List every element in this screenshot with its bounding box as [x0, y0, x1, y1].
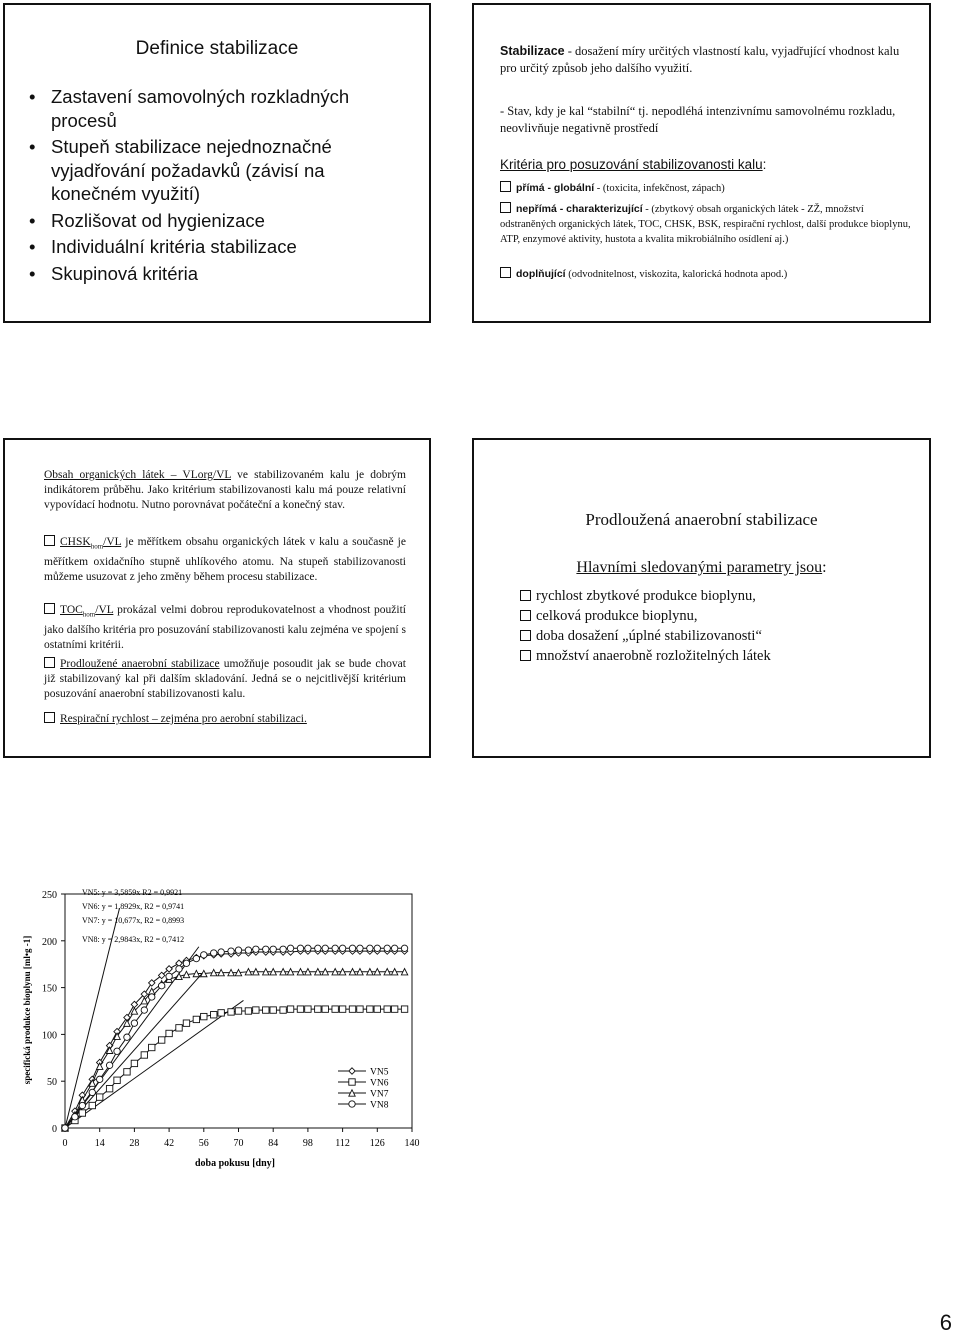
data-point-vn6 — [158, 1037, 164, 1043]
slide1-title: Definice stabilizace — [135, 38, 299, 59]
checkbox-icon — [500, 267, 511, 278]
data-point-vn8 — [253, 946, 259, 952]
data-point-vn8 — [339, 945, 345, 951]
slide-stabilizace-kriteria — [472, 3, 931, 323]
data-point-vn8 — [141, 1007, 147, 1013]
toc-label: TOC — [60, 604, 83, 616]
data-point-vn8 — [79, 1102, 85, 1108]
data-point-vn6 — [79, 1110, 85, 1116]
x-tick-label: 0 — [62, 1138, 68, 1149]
parameter-item — [520, 606, 771, 626]
data-point-vn8 — [106, 1062, 112, 1068]
x-tick-label: 140 — [404, 1138, 420, 1149]
slide1-bullet: • Zastavení samovolných rozkladných procesů — [27, 85, 387, 132]
definition-text: - dosažení míry určitých vlastností kalu, vyjadřující vhodnost kalu pro určitý způsob jeho dalšího využití. — [500, 44, 900, 75]
data-point-vn6 — [193, 1016, 199, 1022]
data-point-vn8 — [183, 960, 189, 966]
checkbox-icon — [44, 712, 55, 723]
slide1-bullet: • Rozlišovat od hygienizace — [27, 209, 387, 233]
data-point-vn8 — [332, 945, 338, 951]
slide4-subtitle-line — [474, 559, 929, 577]
data-point-vn8 — [176, 966, 182, 972]
data-point-vn6 — [367, 1006, 373, 1012]
data-point-vn8 — [89, 1089, 95, 1095]
parameter-label: celková produkce bioplynu, — [536, 608, 698, 624]
y-tick-label: 50 — [47, 1077, 57, 1089]
equation-label: VN7: y = 10,677x, R2 = 0,8993 — [82, 916, 185, 925]
data-point-vn8 — [228, 948, 234, 954]
paragraph-chsk — [44, 535, 406, 585]
data-point-vn8 — [211, 950, 217, 956]
data-point-vn6 — [124, 1069, 130, 1075]
data-point-vn6 — [114, 1077, 120, 1083]
checkbox-icon — [44, 603, 55, 614]
data-point-vn6 — [374, 1006, 380, 1012]
parameter-list — [520, 586, 771, 666]
data-point-vn6 — [228, 1009, 234, 1015]
chsk-term — [60, 536, 122, 551]
toc-vl: /VL — [95, 604, 114, 616]
y-axis-label: specifická produkce bioplynu [ml•g -1] — [22, 935, 32, 1085]
data-point-vn6 — [149, 1044, 155, 1050]
data-point-vn8 — [270, 946, 276, 952]
data-point-vn6 — [141, 1052, 147, 1058]
data-point-vn8 — [166, 973, 172, 979]
criteria-term: nepřímá - charakterizující — [516, 203, 643, 215]
data-point-vn6 — [305, 1006, 311, 1012]
parameter-item — [520, 586, 771, 606]
data-point-vn6 — [384, 1006, 390, 1012]
legend-label: VN8 — [370, 1100, 389, 1111]
criteria-heading: Kritéria pro posuzování stabilizovanosti kalu — [500, 157, 763, 172]
parameter-item — [520, 626, 771, 646]
slide1-bullet-list — [27, 85, 387, 288]
checkbox-icon — [520, 590, 531, 601]
x-tick-label: 98 — [302, 1138, 313, 1149]
biogas-chart — [0, 860, 440, 1180]
x-tick-label: 84 — [268, 1138, 279, 1149]
data-point-vn8 — [367, 945, 373, 951]
equation-label: VN5: y = 3,5859x R2 = 0,9921 — [82, 888, 183, 897]
chsk-subscript: hom — [90, 542, 104, 551]
slide1-bullet: • Skupinová kritéria — [27, 262, 387, 286]
y-ticks — [42, 890, 65, 1135]
data-point-vn6 — [97, 1094, 103, 1100]
stav-paragraph: - Stav, kdy je kal “stabilní“ tj. nepodléhá intenzivnímu samovolnému rozkladu, neovlivňuje negativně prostředí — [500, 104, 896, 135]
data-point-vn6 — [245, 1008, 251, 1014]
data-point-vn8 — [349, 945, 355, 951]
data-point-vn6 — [106, 1085, 112, 1091]
x-tick-label: 56 — [198, 1138, 209, 1149]
prodlouzena-term: Prodloužené anaerobní stabilizace — [60, 658, 220, 670]
data-point-vn6 — [357, 1006, 363, 1012]
legend-label: VN5 — [370, 1067, 389, 1078]
x-axis-label: doba pokusu [dny] — [194, 1158, 276, 1169]
slide-organicke-latky — [3, 438, 431, 758]
data-point-vn6 — [263, 1007, 269, 1013]
checkbox-icon — [44, 535, 55, 546]
toc-term — [60, 604, 114, 619]
data-point-vn6 — [183, 1020, 189, 1026]
legend-label: VN7 — [370, 1089, 389, 1100]
data-point-vn8 — [193, 955, 199, 961]
data-point-vn8 — [297, 945, 303, 951]
legend — [336, 1066, 394, 1114]
data-point-vn8 — [114, 1048, 120, 1054]
parameter-label: rychlost zbytkové produkce bioplynu, — [536, 588, 756, 604]
parameter-item — [520, 646, 771, 666]
x-tick-label: 28 — [129, 1138, 140, 1149]
data-point-vn8 — [305, 945, 311, 951]
data-point-vn8 — [287, 945, 293, 951]
x-tick-label: 14 — [94, 1138, 105, 1149]
checkbox-icon — [44, 657, 55, 668]
criteria-item-doplnujici — [500, 267, 911, 282]
slide-prodlouzena-stabilizace — [472, 438, 931, 758]
data-point-vn6 — [332, 1006, 338, 1012]
data-point-vn6 — [131, 1060, 137, 1066]
data-point-vn8 — [401, 945, 407, 951]
parameter-label: množství anaerobně rozložitelných látek — [536, 648, 771, 664]
x-tick-label: 70 — [233, 1138, 244, 1149]
y-tick-label: 150 — [42, 983, 57, 995]
criteria-term: doplňující — [516, 268, 566, 280]
data-point-vn6 — [297, 1006, 303, 1012]
page-number: 6 — [939, 1310, 952, 1335]
criteria-colon: : — [762, 157, 767, 172]
data-point-vn6 — [315, 1006, 321, 1012]
y-tick-label: 0 — [52, 1124, 57, 1135]
chsk-text: je měřítkem obsahu organických látek v kalu a současně je měřítkem oxidačního stupně uhlíkového atomu. Na stupeň stabilizovanosti můžeme usuzovat z jeho změny během procesu stabilizace. — [44, 536, 406, 583]
data-point-vn6 — [287, 1006, 293, 1012]
data-point-vn6 — [89, 1102, 95, 1108]
data-point-vn8 — [218, 949, 224, 955]
data-point-vn8 — [374, 945, 380, 951]
equations — [82, 888, 184, 944]
paragraph-toc — [44, 603, 406, 653]
criteria-item-prima — [500, 181, 911, 196]
checkbox-icon — [520, 650, 531, 661]
checkbox-icon — [520, 610, 531, 621]
data-point-vn8 — [315, 945, 321, 951]
data-point-vn8 — [280, 946, 286, 952]
data-point-vn8 — [124, 1034, 130, 1040]
data-point-vn8 — [322, 945, 328, 951]
equation-label: VN8: y = 2,9843x, R2 = 0,7412 — [82, 935, 185, 944]
data-point-vn8 — [131, 1020, 137, 1026]
data-point-vn8 — [384, 945, 390, 951]
data-point-vn6 — [166, 1030, 172, 1036]
parameter-label: doba dosažení „úplné stabilizovanosti“ — [536, 628, 762, 644]
data-point-vn6 — [176, 1025, 182, 1031]
x-tick-label: 112 — [335, 1138, 350, 1149]
slide4-title: Prodloužená anaerobní stabilizace — [585, 510, 818, 529]
y-tick-label: 100 — [42, 1030, 57, 1042]
legend-marker — [349, 1079, 355, 1085]
paragraph-vlorg — [44, 468, 406, 514]
chsk-label: CHSK — [60, 536, 91, 548]
criteria-heading-line — [500, 156, 911, 173]
data-point-vn8 — [97, 1076, 103, 1082]
data-point-vn6 — [211, 1012, 217, 1018]
toc-text: prokázal velmi dobrou reprodukovatelnost a vhodnost použití jako dalšího kritéria pro posuzování stabilizovanosti kalu zejména ve spojení s ostatními kritérii. — [44, 604, 406, 651]
prodlouzena-text: umožňuje posoudit jak se bude chovat již stabilizovaný kal při dalším skladování. Jedná se o nejcitlivější kritérium posuzování anaerobní stabilizovanosti kalu. — [44, 658, 406, 701]
x-ticks — [63, 1128, 420, 1149]
data-point-vn6 — [270, 1007, 276, 1013]
chsk-vl: /VL — [103, 536, 122, 548]
data-point-vn6 — [322, 1006, 328, 1012]
criteria-item-neprima — [500, 202, 911, 247]
vlorg-text: ve stabilizovaném kalu je dobrým indikátorem průběhu. Jako kritérium stabilizovanosti kalu má pouze relativní vypovídací hodnotu. Nutno porovnávat počáteční a konečný stav. — [44, 469, 406, 512]
data-point-vn8 — [235, 947, 241, 953]
checkbox-icon — [500, 202, 511, 213]
data-point-vn6 — [349, 1006, 355, 1012]
y-tick-label: 250 — [42, 890, 57, 901]
data-point-vn6 — [339, 1006, 345, 1012]
data-point-vn8 — [158, 983, 164, 989]
paragraph-respiracni — [44, 712, 406, 727]
x-tick-label: 126 — [369, 1138, 385, 1149]
slide4-subtitle-colon: : — [822, 559, 827, 576]
data-point-vn6 — [201, 1013, 207, 1019]
data-point-vn8 — [357, 945, 363, 951]
checkbox-icon — [520, 630, 531, 641]
slide4-subtitle: Hlavními sledovanými parametry jsou — [576, 559, 823, 576]
legend-label: VN6 — [370, 1078, 389, 1089]
data-point-vn8 — [201, 952, 207, 958]
equation-label: VN6: y = 1,8929x, R2 = 0,9741 — [82, 902, 185, 911]
toc-subscript: hom — [82, 610, 96, 619]
paragraph-prodlouzena — [44, 657, 406, 703]
definition-term: Stabilizace — [500, 44, 565, 58]
data-point-vn6 — [218, 1010, 224, 1016]
data-point-vn8 — [72, 1114, 78, 1120]
data-point-vn6 — [253, 1007, 259, 1013]
data-point-vn6 — [235, 1008, 241, 1014]
data-point-vn8 — [263, 946, 269, 952]
criteria-text: (odvodnitelnost, viskozita, kalorická hodnota apod.) — [565, 269, 788, 280]
data-point-vn8 — [391, 945, 397, 951]
definition-paragraph — [500, 43, 911, 77]
data-point-vn8 — [62, 1125, 68, 1131]
respiracni-term: Respirační rychlost – zejména pro aerobní stabilizaci. — [60, 713, 307, 725]
y-tick-label: 200 — [42, 936, 57, 948]
slide-definice-stabilizace — [3, 3, 431, 323]
data-point-vn8 — [245, 947, 251, 953]
slide1-bullet: • Stupeň stabilizace nejednoznačné vyjadřování požadavků (závisí na konečném využití) — [27, 135, 387, 206]
vlorg-term: Obsah organických látek – VLorg/VL — [44, 469, 231, 481]
data-point-vn6 — [401, 1006, 407, 1012]
data-point-vn6 — [280, 1007, 286, 1013]
legend-marker — [349, 1101, 355, 1107]
slide1-bullet: • Individuální kritéria stabilizace — [27, 235, 387, 259]
data-point-vn6 — [391, 1006, 397, 1012]
x-tick-label: 42 — [164, 1138, 175, 1149]
criteria-text: - (toxicita, infekčnost, zápach) — [594, 183, 725, 194]
criteria-term: přímá - globální — [516, 182, 595, 194]
checkbox-icon — [500, 181, 511, 192]
criteria-text: - (zbytkový obsah organických látek - ZŽ, množství odstraněných organických látek, TOC, CHSK, BSK, respirační rychlost, další produkce bioplynu, ATP, enzymové aktivity, hustota a kvalita mikrobiálního osídlení aj.) — [500, 204, 911, 245]
data-point-vn8 — [149, 994, 155, 1000]
